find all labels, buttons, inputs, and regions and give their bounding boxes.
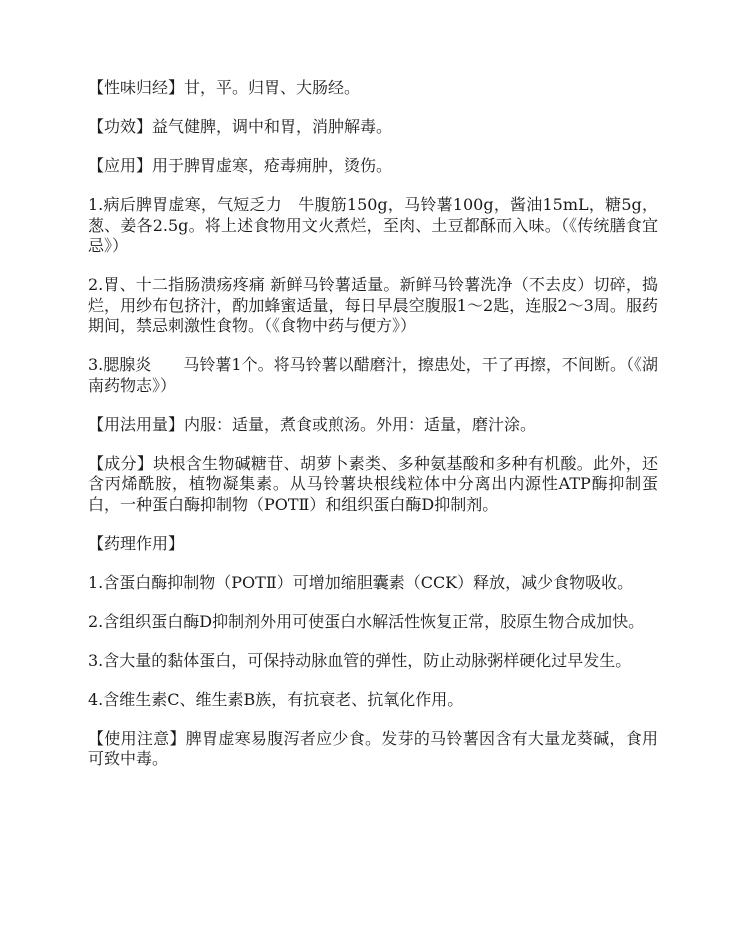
dosage-paragraph: 【用法用量】内服：适量，煮食或煎汤。外用：适量，磨汁涂。	[88, 414, 537, 434]
ingredients-paragraph: 【成分】块根含生物碱糖苷、胡萝卜素类、多种氨基酸和多种有机酸。此外，还含丙烯酰胺，植物凝集素。从马铃薯块根线粒体中分离出内源性ATP酶抑制蛋白，一种蛋白酶抑制物（POTⅡ）和组织蛋白酶D抑制剂。	[88, 453, 658, 514]
precautions-paragraph: 【使用注意】脾胃虚寒易腹泻者应少食。发芽的马铃薯因含有大量龙葵碱，食用可致中毒。	[88, 728, 658, 768]
pharmacology-item-4: 4.含维生素C、维生素B族，有抗衰老、抗氧化作用。	[88, 689, 464, 709]
document-body	[88, 78, 658, 788]
remedy-3-paragraph: 3.腮腺炎 马铃薯1个。将马铃薯以醋磨汁，擦患处，干了再擦，不间断。（《湖南药物志》）	[88, 355, 658, 395]
pharmacology-item-3: 3.含大量的黏体蛋白，可保持动脉血管的弹性，防止动脉粥样硬化过早发生。	[88, 650, 632, 670]
remedy-1-paragraph: 1.病后脾胃虚寒，气短乏力 牛腹筋150g，马铃薯100g，酱油15mL，糖5g，葱、姜各2.5g。将上述食物用文火煮烂，至肉、土豆都酥而入味。（《传统膳食宜忌》）	[88, 195, 658, 255]
efficacy-paragraph: 【功效】益气健脾，调中和胃，消肿解毒。	[88, 117, 393, 136]
pharmacology-item-1: 1.含蛋白酶抑制物（POTⅡ）可增加缩胆囊素（CCK）释放，减少食物吸收。	[88, 572, 634, 592]
nature-channel-paragraph: 【性味归经】甘，平。归胃、大肠经。	[88, 78, 361, 97]
pharmacology-item-2: 2.含组织蛋白酶D抑制剂外用可使蛋白水解活性恢复正常，胶原生物合成加快。	[88, 611, 645, 631]
pharmacology-heading: 【药理作用】	[88, 533, 185, 553]
remedy-2-paragraph: 2.胃、十二指肠溃疡疼痛 新鲜马铃薯适量。新鲜马铃薯洗净（不去皮）切碎，捣烂，用纱布包挤汁，酌加蜂蜜适量，每日早晨空腹服1～2匙，连服2～3周。服药期间，禁忌刺激性食物。（《食物中药与便方》）	[88, 275, 658, 335]
application-paragraph: 【应用】用于脾胃虚寒，疮毒痈肿，烫伤。	[88, 156, 393, 175]
